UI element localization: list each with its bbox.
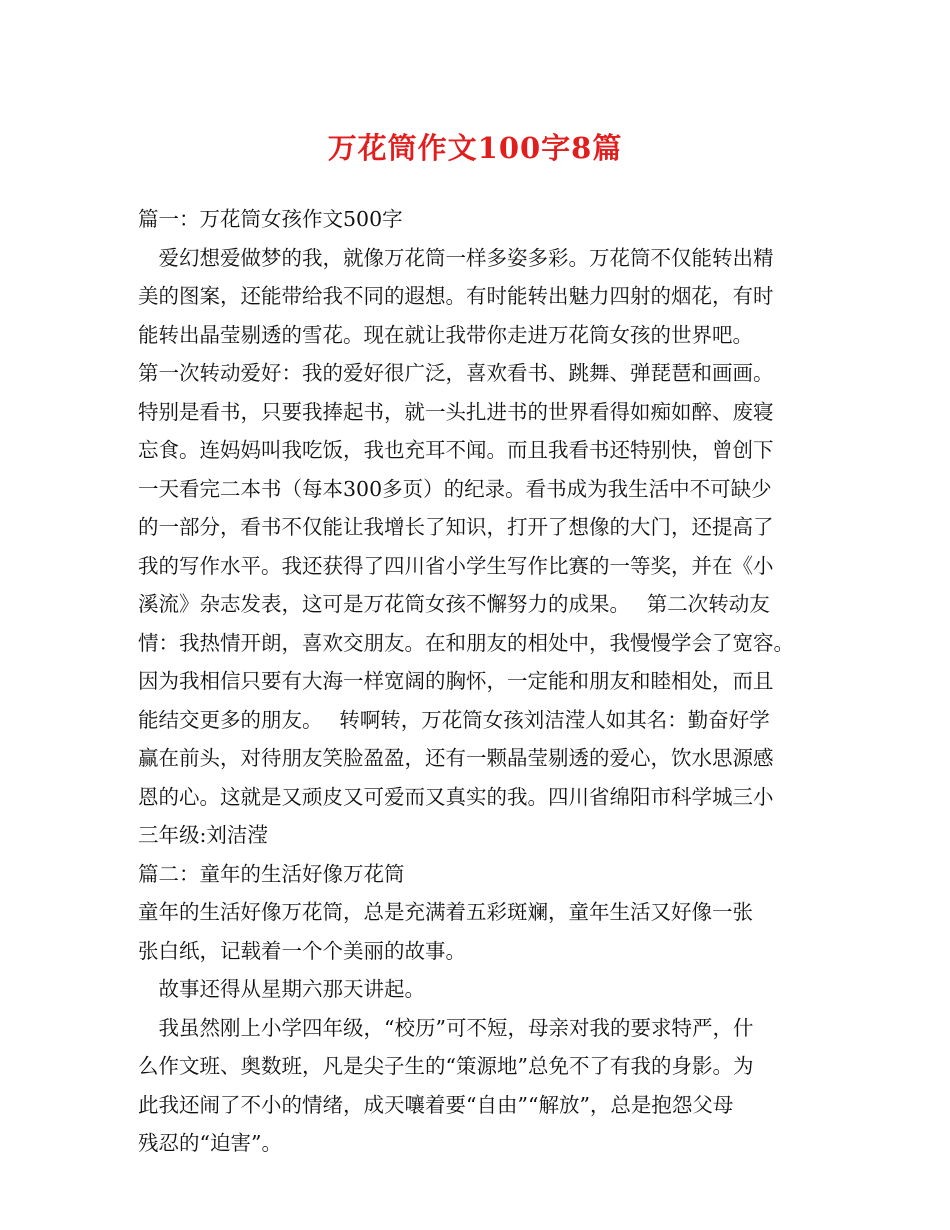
paragraph-line: 赢在前头，对待朋友笑脸盈盈，还有一颗晶莹剔透的爱心，饮水思源感 xyxy=(138,746,774,770)
paragraph-line: 特别是看书，只要我捧起书，就一头扎进书的世界看得如痴如醉、废寝 xyxy=(138,399,774,424)
paragraph-line: 第一次转动爱好：我的爱好很广泛，喜欢看书、跳舞、弹琵琶和画画。 xyxy=(138,361,774,385)
paragraph-line: 的一部分，看书不仅能让我增长了知识，打开了想像的大门，还提高了 xyxy=(138,515,774,539)
paragraph-line: 爱幻想爱做梦的我，就像万花筒一样多姿多彩。万花筒不仅能转出精 xyxy=(138,245,774,270)
paragraph-line: 么作文班、奥数班，凡是尖子生的“策源地”总免不了有我的身影。为 xyxy=(138,1054,754,1078)
section-heading: 篇一：万花筒女孩作文500字 xyxy=(138,207,403,231)
paragraph-line: 张白纸，记载着一个个美丽的故事。 xyxy=(138,938,466,963)
paragraph-line: 此我还闹了不小的情绪，成天嚷着要“自由”“解放”，总是抱怨父母 xyxy=(138,1092,734,1117)
paragraph-line: 残忍的“迫害”。 xyxy=(138,1131,282,1155)
document-body xyxy=(138,200,828,1163)
paragraph-line: 溪流》杂志发表，这可是万花筒女孩不懈努力的成果。 第二次转动友 xyxy=(138,592,770,616)
paragraph-line: 一天看完二本书（每本300多页）的纪录。看书成为我生活中不可缺少 xyxy=(138,476,772,501)
paragraph-line: 我虽然刚上小学四年级，“校历”可不短，母亲对我的要求特严，什 xyxy=(138,1015,754,1040)
paragraph-line: 美的图案，还能带给我不同的遐想。有时能转出魅力四射的烟花，有时 xyxy=(138,284,774,308)
paragraph-line: 能结交更多的朋友。 转啊转，万花筒女孩刘洁滢人如其名：勤奋好学 xyxy=(138,707,770,732)
paragraph-line: 能转出晶莹剔透的雪花。现在就让我带你走进万花筒女孩的世界吧。 xyxy=(138,322,753,347)
paragraph-line: 情：我热情开朗，喜欢交朋友。在和朋友的相处中，我慢慢学会了宽容。 xyxy=(138,630,794,655)
document-title: 万花筒作文100字8篇 xyxy=(327,131,623,165)
paragraph-line: 恩的心。这就是又顽皮又可爱而又真实的我。四川省绵阳市科学城三小 xyxy=(138,784,774,809)
paragraph-line: 我的写作水平。我还获得了四川省小学生写作比赛的一等奖，并在《小 xyxy=(138,553,774,578)
paragraph-line: 三年级:刘洁滢 xyxy=(138,823,268,847)
section-heading: 篇二：童年的生活好像万花筒 xyxy=(138,861,405,886)
paragraph-line: 因为我相信只要有大海一样宽阔的胸怀，一定能和朋友和睦相处，而且 xyxy=(138,669,774,693)
paragraph-line: 忘食。连妈妈叫我吃饭，我也充耳不闻。而且我看书还特别快，曾创下 xyxy=(138,438,774,462)
paragraph-line: 故事还得从星期六那天讲起。 xyxy=(138,977,425,1001)
paragraph-line: 童年的生活好像万花筒，总是充满着五彩斑斓，童年生活又好像一张 xyxy=(138,900,753,924)
